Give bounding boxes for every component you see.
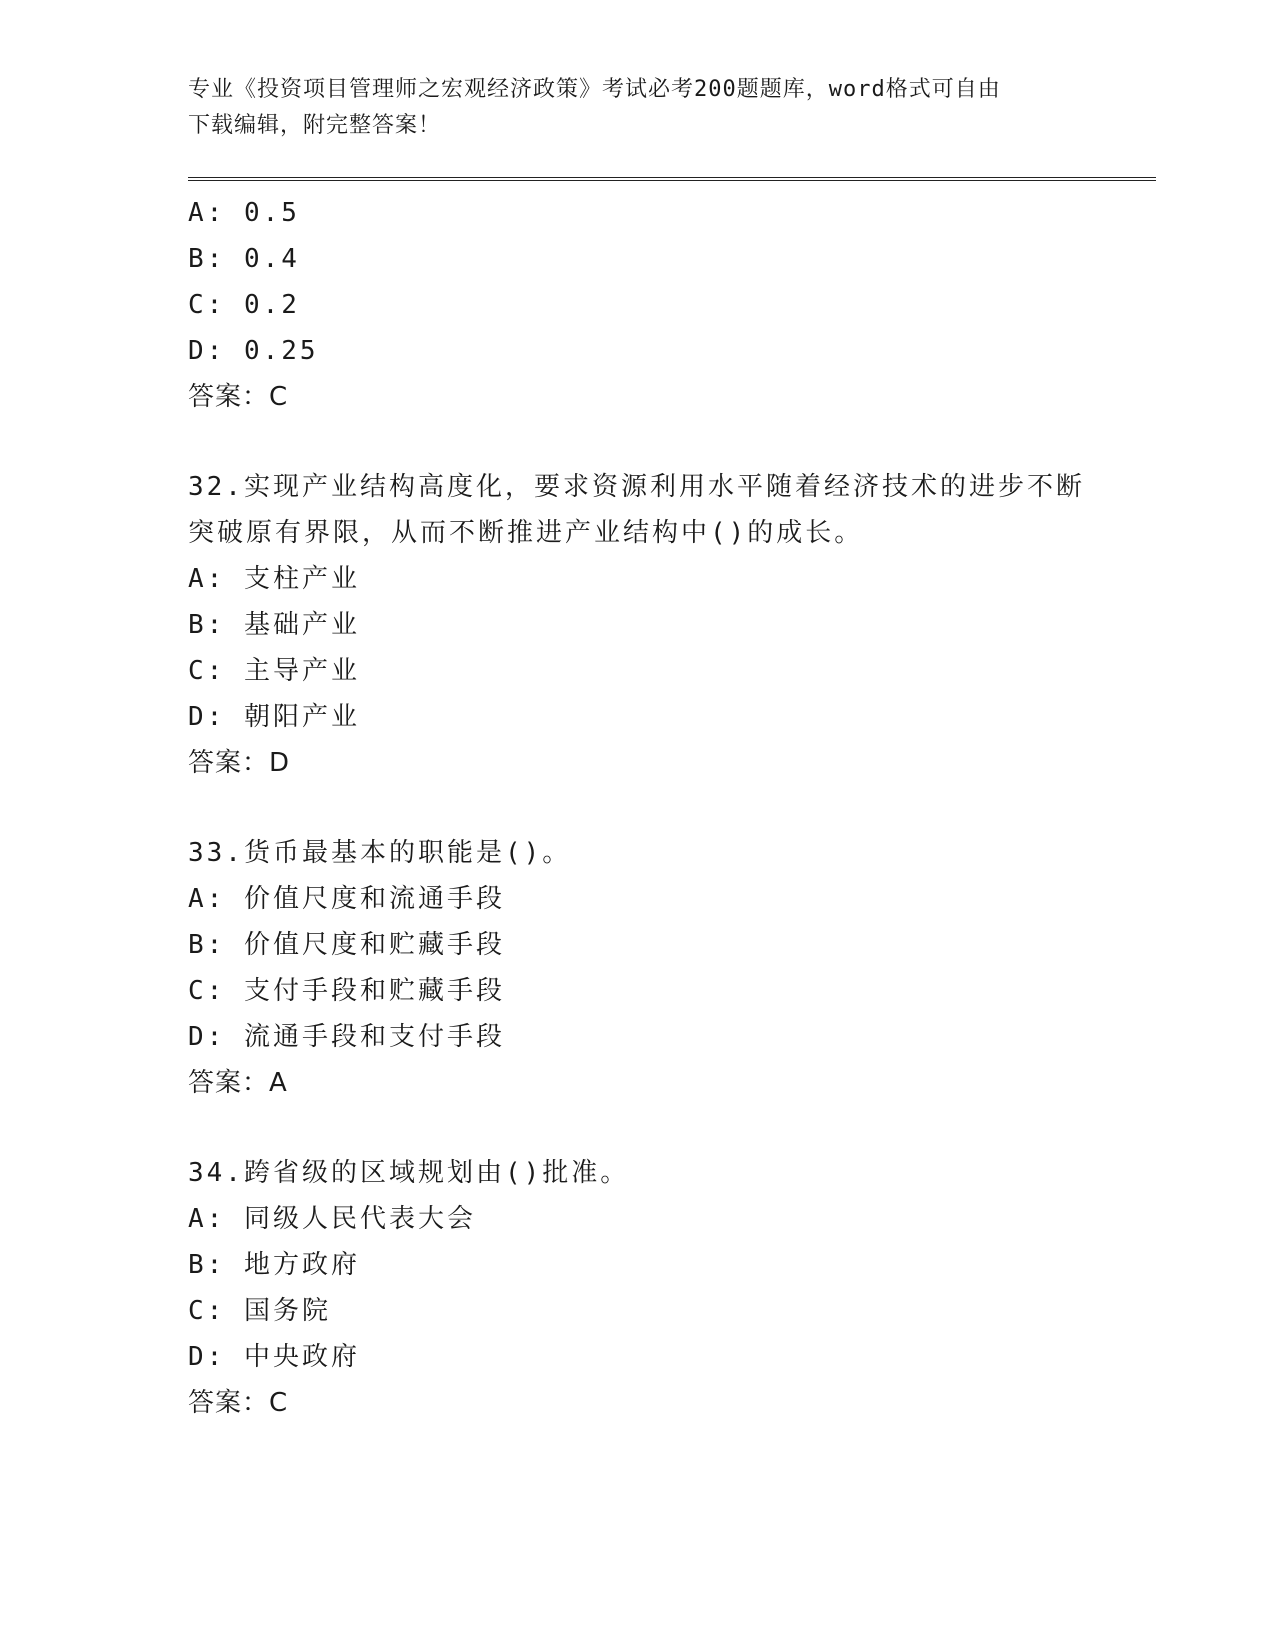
question-list: [188, 190, 1088, 1426]
question-text-line-2: 突破原有界限，从而不断推进产业结构中()的成长。: [188, 518, 864, 548]
question-text-line-1: 33.货币最基本的职能是()。: [188, 838, 572, 868]
question-block-32: [188, 464, 1088, 786]
answer-line: 答案：A: [188, 1068, 288, 1098]
question-block-31: [188, 190, 1088, 420]
option-d: D: 0.25: [188, 336, 319, 366]
option-b: B: 基础产业: [188, 610, 360, 640]
header-line-2: 下载编辑，附完整答案！: [188, 113, 442, 138]
option-c: C: 支付手段和贮藏手段: [188, 976, 505, 1006]
question-text-line-1: 32.实现产业结构高度化，要求资源利用水平随着经济技术的进步不断: [188, 472, 1085, 502]
option-b: B: 0.4: [188, 244, 300, 274]
answer-line: 答案：C: [188, 382, 289, 412]
option-a: A: 支柱产业: [188, 564, 360, 594]
question-block-33: [188, 830, 1088, 1106]
option-d: D: 朝阳产业: [188, 702, 360, 732]
option-d: D: 流通手段和支付手段: [188, 1022, 505, 1052]
answer-line: 答案：C: [188, 1388, 289, 1418]
answer-line: 答案：D: [188, 748, 291, 778]
option-c: C: 0.2: [188, 290, 300, 320]
header-line-1: 专业《投资项目管理师之宏观经济政策》考试必考200题题库，word格式可自由: [188, 77, 1001, 102]
option-c: C: 国务院: [188, 1296, 331, 1326]
document-header: [188, 72, 1068, 144]
spacer: [188, 786, 1088, 830]
spacer: [188, 420, 1088, 464]
option-b: B: 地方政府: [188, 1250, 360, 1280]
option-a: A: 0.5: [188, 198, 300, 228]
option-d: D: 中央政府: [188, 1342, 360, 1372]
question-block-34: [188, 1150, 1088, 1426]
option-b: B: 价值尺度和贮藏手段: [188, 930, 505, 960]
option-a: A: 价值尺度和流通手段: [188, 884, 505, 914]
spacer: [188, 1106, 1088, 1150]
question-text-line-1: 34.跨省级的区域规划由()批准。: [188, 1158, 630, 1188]
header-divider: [188, 177, 1156, 181]
option-a: A: 同级人民代表大会: [188, 1204, 476, 1234]
option-c: C: 主导产业: [188, 656, 360, 686]
